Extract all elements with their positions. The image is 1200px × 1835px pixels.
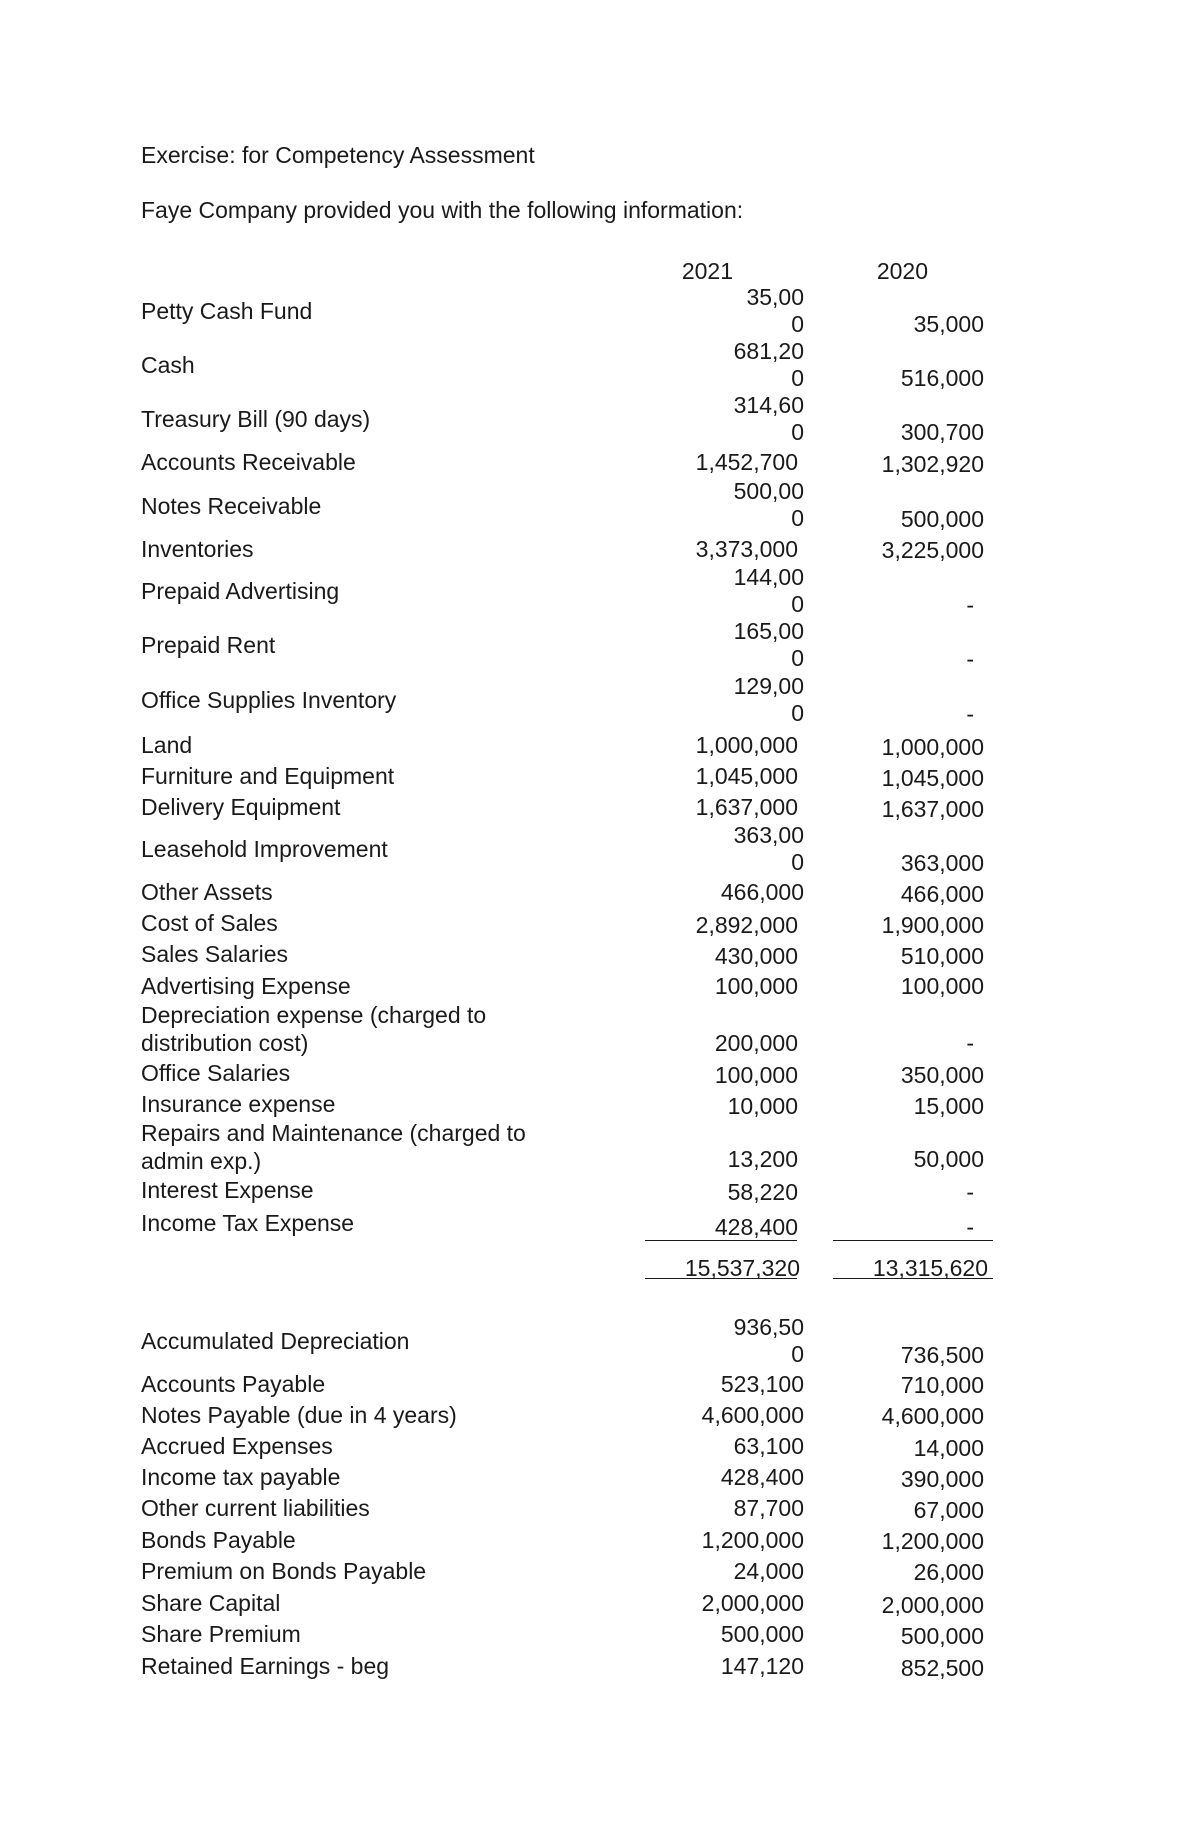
value-2020: - — [966, 1030, 974, 1056]
value-2021: 24,000 — [733, 1558, 804, 1584]
row-label: Notes Payable (due in 4 years) — [141, 1402, 457, 1428]
value-2020: 1,637,000 — [881, 796, 984, 822]
total-2020: 13,315,620 — [872, 1255, 988, 1281]
value-2020: 1,900,000 — [881, 912, 984, 938]
value-2021: 1,000,000 — [695, 732, 798, 758]
value-2021: 314,60 0 — [733, 392, 804, 445]
subtotal-rule-2020 — [833, 1240, 993, 1241]
value-2021: 500,000 — [720, 1621, 804, 1647]
value-2020: 736,500 — [900, 1342, 984, 1368]
row-label: Accumulated Depreciation — [141, 1328, 410, 1354]
value-2021: 430,000 — [714, 943, 798, 969]
row-label: Share Premium — [141, 1621, 301, 1647]
row-label: Inventories — [141, 536, 254, 562]
value-2021: 681,20 0 — [733, 338, 804, 391]
value-2021: 63,100 — [733, 1433, 804, 1459]
value-2020: 710,000 — [900, 1372, 984, 1398]
row-label: Income tax payable — [141, 1464, 341, 1490]
value-2021: 363,00 0 — [733, 822, 804, 875]
row-label: Prepaid Rent — [141, 632, 276, 658]
value-2021: 2,000,000 — [701, 1590, 804, 1616]
row-label: Furniture and Equipment — [141, 763, 395, 789]
row-label: Sales Salaries — [141, 941, 289, 967]
value-2020: 363,000 — [900, 850, 984, 876]
row-label: Other current liabilities — [141, 1495, 370, 1521]
value-2020: - — [966, 701, 974, 727]
value-2021: 144,00 0 — [733, 564, 804, 617]
value-2021: 3,373,000 — [695, 536, 798, 562]
value-2021: 35,00 0 — [746, 284, 804, 337]
row-label: Bonds Payable — [141, 1527, 296, 1553]
value-2020: - — [966, 646, 974, 672]
value-2020: 50,000 — [913, 1146, 984, 1172]
total-rule-2020 — [833, 1278, 993, 1279]
value-2021: 428,400 — [720, 1464, 804, 1490]
row-label: Accounts Receivable — [141, 449, 356, 475]
value-2020: 4,600,000 — [881, 1403, 984, 1429]
total-2021: 15,537,320 — [684, 1255, 800, 1281]
subtotal-rule-2021 — [645, 1240, 797, 1241]
value-2021: 58,220 — [727, 1179, 798, 1205]
value-2020: 1,302,920 — [881, 451, 984, 477]
value-2020: 516,000 — [900, 365, 984, 391]
value-2021: 1,637,000 — [695, 794, 798, 820]
row-label: Insurance expense — [141, 1091, 336, 1117]
value-2020: 1,000,000 — [881, 734, 984, 760]
value-2021: 165,00 0 — [733, 618, 804, 671]
value-2020: 466,000 — [900, 881, 984, 907]
row-label: Prepaid Advertising — [141, 578, 340, 604]
value-2020: 35,000 — [913, 311, 984, 337]
row-label: Cash — [141, 352, 195, 378]
value-2021: 100,000 — [714, 1062, 798, 1088]
value-2021: 936,50 0 — [733, 1314, 804, 1367]
value-2020: 500,000 — [900, 506, 984, 532]
row-label: Share Capital — [141, 1590, 281, 1616]
value-2020: - — [966, 592, 974, 618]
row-label: Petty Cash Fund — [141, 298, 313, 324]
value-2021: 147,120 — [720, 1653, 804, 1679]
row-label: Accounts Payable — [141, 1371, 326, 1397]
row-label: Accrued Expenses — [141, 1433, 333, 1459]
value-2020: - — [966, 1179, 974, 1205]
row-label: Leasehold Improvement — [141, 836, 388, 862]
value-2021: 1,045,000 — [695, 763, 798, 789]
row-label: Premium on Bonds Payable — [141, 1558, 427, 1584]
value-2021: 100,000 — [714, 973, 798, 999]
value-2021: 13,200 — [727, 1146, 798, 1172]
value-2020: 100,000 — [900, 973, 984, 999]
row-label: Other Assets — [141, 879, 273, 905]
row-label: Delivery Equipment — [141, 794, 341, 820]
row-label: Cost of Sales — [141, 910, 278, 936]
value-2021: 523,100 — [720, 1371, 804, 1397]
value-2021: 10,000 — [727, 1093, 798, 1119]
value-2021: 129,00 0 — [733, 673, 804, 726]
value-2020: 350,000 — [900, 1062, 984, 1088]
value-2020: 15,000 — [913, 1093, 984, 1119]
total-rule-2021 — [645, 1278, 797, 1279]
value-2021: 500,00 0 — [733, 478, 804, 531]
value-2020: 300,700 — [900, 419, 984, 445]
row-label: Office Supplies Inventory — [141, 687, 397, 713]
value-2020: 14,000 — [913, 1435, 984, 1461]
value-2021: 87,700 — [733, 1495, 804, 1521]
value-2020: 390,000 — [900, 1466, 984, 1492]
value-2021: 4,600,000 — [701, 1402, 804, 1428]
row-label: Advertising Expense — [141, 973, 351, 999]
intro-text: Faye Company provided you with the following information: — [141, 197, 744, 223]
value-2020: 1,200,000 — [881, 1528, 984, 1554]
value-2020: 2,000,000 — [881, 1592, 984, 1618]
value-2020: 852,500 — [900, 1655, 984, 1681]
value-2021: 1,452,700 — [695, 449, 798, 475]
row-label: Notes Receivable — [141, 493, 322, 519]
row-label: Interest Expense — [141, 1177, 314, 1203]
value-2020: 510,000 — [900, 943, 984, 969]
year-header-2020: 2020 — [876, 258, 928, 284]
row-label: Depreciation expense (charged to distribution cost) — [141, 1002, 487, 1056]
value-2021: 1,200,000 — [701, 1527, 804, 1553]
value-2020: 500,000 — [900, 1623, 984, 1649]
row-label: Income Tax Expense — [141, 1210, 355, 1236]
year-header-2021: 2021 — [681, 258, 733, 284]
row-label: Retained Earnings - beg — [141, 1653, 390, 1679]
row-label: Treasury Bill (90 days) — [141, 406, 371, 432]
value-2021: 466,000 — [720, 879, 804, 905]
exercise-title: Exercise: for Competency Assessment — [141, 142, 535, 168]
value-2021: 200,000 — [714, 1030, 798, 1056]
value-2021: 2,892,000 — [695, 912, 798, 938]
value-2020: - — [966, 1214, 974, 1240]
value-2020: 1,045,000 — [881, 765, 984, 791]
row-label: Land — [141, 732, 193, 758]
value-2020: 26,000 — [913, 1559, 984, 1585]
row-label: Office Salaries — [141, 1060, 291, 1086]
value-2020: 67,000 — [913, 1497, 984, 1523]
row-label: Repairs and Maintenance (charged to admin exp.) — [141, 1120, 526, 1174]
value-2021: 428,400 — [714, 1214, 798, 1240]
value-2020: 3,225,000 — [881, 537, 984, 563]
